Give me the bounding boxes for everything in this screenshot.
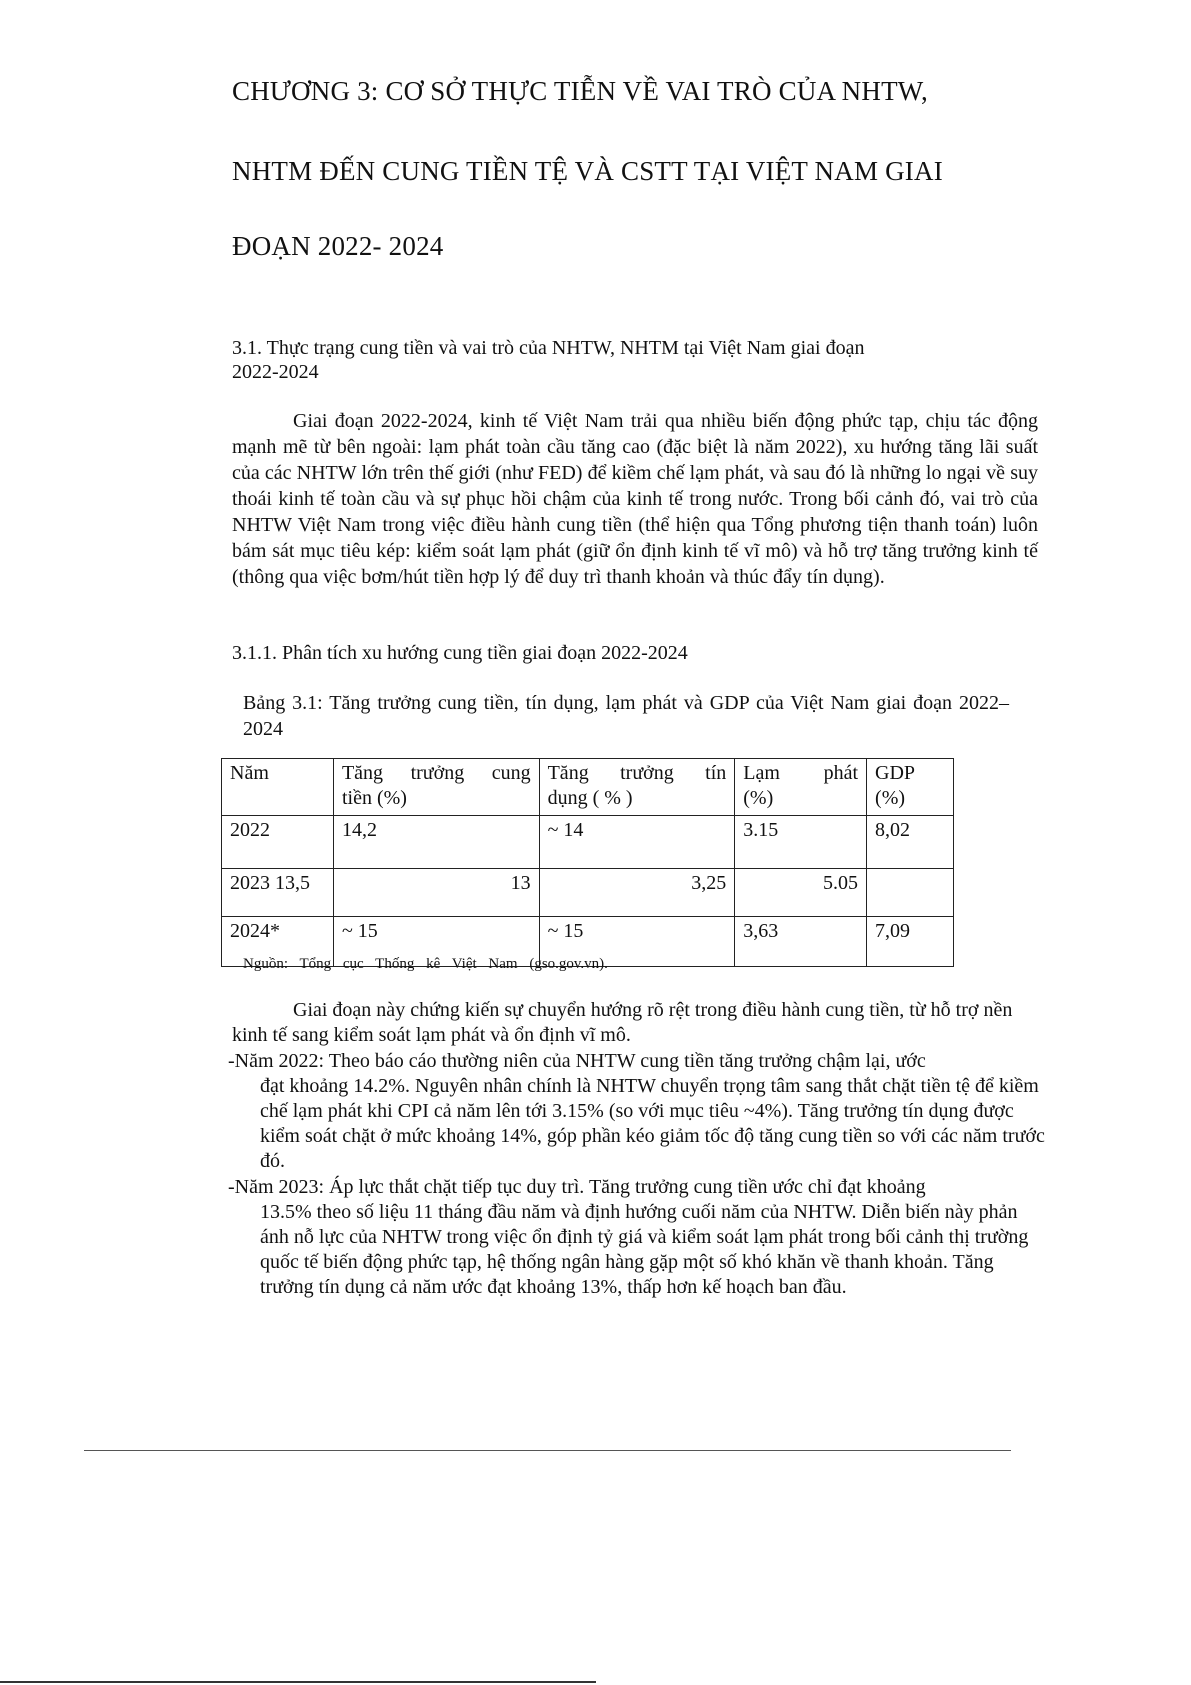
table-row bbox=[222, 816, 954, 869]
table-cell: 2023 13,5 bbox=[222, 869, 334, 917]
bullet-2022-body: đạt khoảng 14.2%. Nguyên nhân chính là NHTW chuyển trọng tâm sang thắt chặt tiền tệ để kiềm chế lạm phát khi CPI cả năm lên tới 3.15% (so với mục tiêu ~4%). Tăng trưởng tín dụng được kiểm soát chặt ở mức khoảng 14%, góp phần kéo giảm tốc độ tăng cung tiền so với các năm trước đó. bbox=[260, 1075, 1045, 1172]
data-table bbox=[221, 758, 954, 967]
section-3-1-title-line-2: 2022-2024 bbox=[232, 361, 319, 383]
table-cell: ~ 15 bbox=[333, 917, 539, 967]
table-cell: ~ 14 bbox=[539, 816, 735, 869]
chapter-title-line-1: CHƯƠNG 3: CƠ SỞ THỰC TIỄN VỀ VAI TRÒ CỦA NHTW, bbox=[232, 76, 928, 106]
table-cell: 3,63 bbox=[735, 917, 867, 967]
table-header-cell: Năm bbox=[222, 759, 334, 816]
table-header-cell: Tăng trưởng cung tiền (%) bbox=[333, 759, 539, 816]
table-cell: 2024* bbox=[222, 917, 334, 967]
table-cell: 8,02 bbox=[867, 816, 954, 869]
section-3-1-paragraph-text: Giai đoạn 2022-2024, kinh tế Việt Nam trải qua nhiều biến động phức tạp, chịu tác động mạnh mẽ từ bên ngoài: lạm phát toàn cầu tăng cao (đặc biệt là năm 2022), xu hướng tăng lãi suất của các NHTW lớn trên thế giới (như FED) để kiềm chế lạm phát, và sau đó là những lo ngại về suy thoái kinh tế toàn cầu và sự phục hồi chậm của kinh tế trong nước. Trong bối cảnh đó, vai trò của NHTW Việt Nam trong việc điều hành cung tiền (thể hiện qua Tổng phương tiện thanh toán) luôn bám sát mục tiêu kép: kiểm soát lạm phát (giữ ổn định kinh tế vĩ mô) và hỗ trợ tăng trưởng kinh tế (thông qua việc bơm/hút tiền hợp lý để duy trì thanh khoản và thúc đẩy tín dụng). bbox=[232, 410, 1038, 588]
footer-divider bbox=[84, 1450, 1011, 1451]
table-row bbox=[222, 869, 954, 917]
table-cell: 2022 bbox=[222, 816, 334, 869]
bullet-2022-lead: -Năm 2022: Theo báo cáo thường niên của NHTW cung tiền tăng trưởng chậm lại, ước bbox=[228, 1050, 926, 1072]
chapter-title-line-3: ĐOẠN 2022- 2024 bbox=[232, 231, 444, 261]
table-cell bbox=[867, 869, 954, 917]
section-3-1-paragraph bbox=[232, 408, 1038, 590]
table-header-row bbox=[222, 759, 954, 816]
analysis-intro-text: Giai đoạn này chứng kiến sự chuyển hướng rõ rệt trong điều hành cung tiền, từ hỗ trợ nền kinh tế sang kiểm soát lạm phát và ổn định vĩ mô. bbox=[232, 999, 1013, 1046]
table-cell: 7,09 bbox=[867, 917, 954, 967]
table-header-cell: GDP (%) bbox=[867, 759, 954, 816]
bullet-2023-body: 13.5% theo số liệu 11 tháng đầu năm và định hướng cuối năm của NHTW. Diễn biến này phản ánh nỗ lực của NHTW trong việc ổn định tỷ giá và kiểm soát lạm phát trong bối cảnh thị trường quốc tế biến động phức tạp, hệ thống ngân hàng gặp một số khó khăn về thanh khoản. Tăng trưởng tín dụng cả năm ước đạt khoảng 13%, thấp hơn kế hoạch ban đầu. bbox=[260, 1201, 1029, 1298]
table-header-cell: Tăng trưởng tín dụng ( % ) bbox=[539, 759, 735, 816]
page-bottom-rule bbox=[0, 1681, 596, 1683]
table-source: Nguồn: Tổng cục Thống kê Việt Nam (gso.gov.vn). bbox=[243, 956, 608, 972]
table-cell: 3,25 bbox=[539, 869, 735, 917]
table-cell: 13 bbox=[333, 869, 539, 917]
table-cell: 14,2 bbox=[333, 816, 539, 869]
section-3-1-title-line-1: 3.1. Thực trạng cung tiền và vai trò của NHTW, NHTM tại Việt Nam giai đoạn bbox=[232, 337, 865, 359]
table-header-cell: Lạm phát (%) bbox=[735, 759, 867, 816]
chapter-title-line-2: NHTM ĐẾN CUNG TIỀN TỆ VÀ CSTT TẠI VIỆT NAM GIAI bbox=[232, 156, 943, 186]
table-cell: 3.15 bbox=[735, 816, 867, 869]
table-caption: Bảng 3.1: Tăng trưởng cung tiền, tín dụng, lạm phát và GDP của Việt Nam giai đoạn 2022–2024 bbox=[243, 692, 1009, 740]
analysis-intro bbox=[232, 998, 1044, 1048]
bullet-2023 bbox=[228, 1175, 1046, 1300]
table-cell: ~ 15 bbox=[539, 917, 735, 967]
section-3-1-1-title: 3.1.1. Phân tích xu hướng cung tiền giai đoạn 2022-2024 bbox=[232, 642, 688, 664]
bullet-2022 bbox=[228, 1049, 1046, 1174]
bullet-2023-lead: -Năm 2023: Áp lực thắt chặt tiếp tục duy trì. Tăng trưởng cung tiền ước chỉ đạt khoảng bbox=[228, 1176, 926, 1198]
table-cell: 5.05 bbox=[735, 869, 867, 917]
